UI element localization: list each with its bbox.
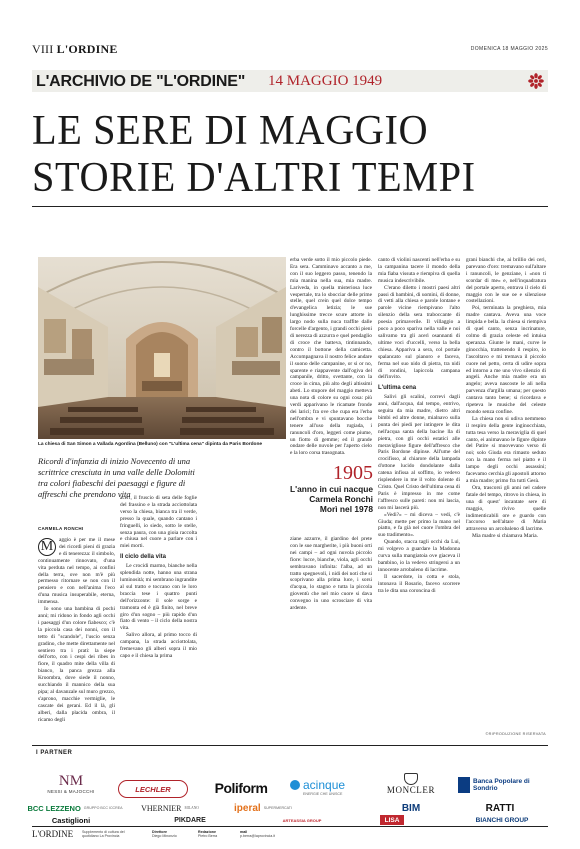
logo-text: iperal [234,802,261,814]
sidebar-year: 1905 [333,462,373,484]
logo-text: LECHLER [135,784,171,794]
sidebar-title: L'anno in cui nacque Carmela Ronchi Morì nel 1978 [290,484,373,514]
logo-text: PIKDARE [174,816,206,824]
logo-tagline: MILANO [184,806,199,810]
article-column-2 [120,495,197,729]
paragraph: erba verde sotto il mio piccolo piede. Era sera. Camminavo accanto a me, con il suo leggero passo, tenendo la mia manina nella sua, mia madre. Lariveda, in quella misteriosa luce vespertale, tra lo sbocciar delle prime stelle, quel crein quel dolce tempo d'evangelica letizia; le sue lunghissime trecce scure attorte in largo nodo sulla nuca traffite dalle forcelle d'argento, i grandi occhi pieni di nerezza di azzurra e quel pendaglio di croce che batteva, tintinnando, contro il bottone della camicetta. Accompagnava il nostro felice andare il suono delle campanine, or si or no, sparente e riappavente dall'ogiva del campanile, dritto, svettante, con la croce in cima, più alto degli altissimi abeti. Lo stupore del maggio metteva una nota di colore su ogni cosa: più verdi apparivano le ricamate fronde dei larici; fra ove che cupa era l'erba nell'ombra e vi spuntavano bocche tenere all'uso della rugiada, i ranuncoli d'oro, leggeri come piume, un fiotto di gemme; ed il grande ondare delle nuvole per l'aperto cielo e la loro corsa trasognata. [290,257,372,457]
footer-director [152,830,177,838]
byline: CARMELA RONCHI [38,526,84,531]
logo-tagline: SUPERMERCATI [263,806,292,810]
logo-bim [386,803,436,813]
partners-title: I PARTNER [36,750,73,756]
dropcap: M [38,538,56,556]
article-column-5 [466,257,546,729]
footer-redaction [198,830,217,838]
archive-date: 14 MAGGIO 1949 [268,73,383,89]
article-column-3 [290,257,372,457]
logo-text: MONCLER [386,785,436,795]
section-kicker: L'ARCHIVIO DE "L'ORDINE" [36,73,246,90]
photo-caption-text: La chiesa di San Simon a Vallada Agordina (Belluno) con "L'ultima cena" dipinta da Paris Bordone [38,442,263,447]
paragraph: Salivo allora, al primo tocco di campana, la strada acciottolata, fremevano gli alberi sopra il mio capo e il chiesa la prima [120,632,197,659]
paragraph: Io sono una bambina di pochi anni; mi ridono in fondo agli occhi i paesaggi d'un colore fiabesco; c'è la piccola casa dei nonni, con il tetto di "scandole", l'uscio senza gradino, che mette direttamente nel sentiero tra i prati: la siepe dell'orto, con i cespi dei ribes in fiore, il quadro mite della villa di bianco, la panca grezza alla Kroombra, dove siede il nonno, succhiando il mannico della sua pipa; al davanzale sul muro grezzo, s'aprono, macchie vermiglie, le cascate dei gerani. Ed il là, gli alberi, dalla placida ombra, il ricamo degli [38,606,115,723]
logo-text: RATTI [485,802,515,814]
logo-arteassia [272,815,332,825]
logo-lechler [118,780,188,798]
headline-line-1: LE SERE DI MAGGIO [32,108,429,154]
logo-lisa [380,815,404,825]
folio-brand: L'ORDINE [56,42,118,56]
footer-mail-label: mail [240,830,248,834]
acinque-mark [290,778,345,792]
rosette-icon [528,73,544,89]
headline-rule [32,206,548,207]
church-interior-image [38,257,286,439]
footer-supplement: Supplemento di cultura del quotidiano La Provincia [82,830,125,839]
logo-text: NESSI & MAJOCCHI [47,789,95,794]
paragraph: La chiesa non si udiva nemmeno il respiro della gente inginocchiata, tutta tesa verso la meraviglia di quel canto, ei animavano le figure dipinte del Patire si muovevano verso di noi; solo Giuda era rimasto seduto con la mano ferma nel piatto e il lampo degli occhi assassini; facevamo cerchia gli apostoli attorno a mia madre; primo fra tutti Gesù. [466,415,546,484]
logo-text: BIANCHI GROUP [475,816,529,824]
paragraph: Poi, terminata la preghiera, mia madre cantava. Aveva una voce limpida e bella. la chiesa si riempiva di quel canto, senza incrinature, colmo di grazia celeste ed intuisa speranza. Giunte le mani, curve le ginocchia, trattenendo il respiro, io l'ascoltavo e mi tremava il piccolo cuore nel petto, certa di udire sopra ed intorno a me uno vivo silenzio di angeli. Anche mia madre era un angelo; aveva nascoste le ali nella parvenza d'argilla umana; per questo cantava tanto bene; si ricordava e ripeteva le musiche del celeste mondo senza confine. [466,305,546,415]
footer-redaction-name: Pietro Berra [198,834,218,839]
section-band [32,70,548,92]
moncler-crest-icon [404,773,418,785]
logo-tagline: GRUPPO BCC ICCREA [83,806,123,810]
issue-date: DOMENICA 18 MAGGIO 2025 [470,46,548,52]
folio-page: VIII [32,42,54,56]
paragraph: ziane azzurre, il giardino del prete con le sue margherite, i più buoni orti nei campi – ad ogni nuvola piccolo fiore: lucce, bianche, viola, agli occhi sembravano infinita: l'alba, ad un tratto spegnevoli, i nidi dei noti che si scoprivano alla prima luce, i sorsi d'acqua, lo stagno e tutta la piccola gioventù che nel mio cuore si dava convegno in uno scrosciare di vita ardente. [290,536,372,612]
photo-caption [38,442,286,448]
logo-vhernier [130,803,210,813]
bank-icon [458,777,470,793]
logo-poliform [204,778,278,798]
paragraph: Ora, trascorsi gli anni nel cadere fatale del tempo, ritrovo in chiesa, in una di quest' incantate sere di maggio, rivivo quelle indimenticabili ore e guardo con l'accorso nell'altare di Maria attraverso un arcobaleno di lacrime. [466,484,546,533]
folio [32,42,118,57]
paragraph: Salivi gli scalini, correvi dagli anni, dall'acqua, dal tempo, entrivo, seguita da mia madre, dietro altri bimbi ed altre donne, mialnavo sulla punta dei piedi per intingere le dita nell'acqua santa della bacine lla di pietra, con gli occhi estatici alle meravigliose figure dell'affresco che Paris Bordone dipinse. All'ume del crocifisso, al chiarore della lampada d'ottone lucido dondolante dalla catena infissa al soffitto, io vedevo risplendere in me il volto dolente di Cristo. Quel Cristo dell'ultima cena di Paris è impresso in me come l'affresco sulle pareti: non mi lascia, non mi lascerà più. [378,394,460,511]
copyright-credit: ©RIPRODUZIONE RISERVATA [485,732,546,736]
article-column-3-lower [290,536,372,729]
church-photo [38,257,286,439]
headline [32,108,527,202]
logo-acinque [290,774,366,800]
logo-text: BCC LEZZENO [27,803,81,813]
footer-director-name: Diego Minonzio [152,834,177,839]
sidebar-box [290,463,373,514]
page-header [32,42,548,58]
logo-text: Poliform [214,780,268,796]
paragraph: Quando, stacca tagli occhi da Lui, mi volgevo a guardare la Madonna curva sulla mangiatoia ove giaceva il bambino, io la vedevo stringersi a un innocente arrobaleno di lacrime. [378,539,460,573]
logo-banca-popolare-sondrio [458,773,546,797]
footer-director-label: Direttore [152,830,167,834]
logo-text: acinque [303,778,346,792]
article-column-4 [378,257,460,729]
paragraph: Mia madre si chiamava Maria. [472,533,539,540]
logo-text: LISA [384,816,400,824]
paragraph: grani bianchi che, ai brillio dei ceri, parevano d'oro: tremavano sull'altare i ranuncoli, le genziane, i «non ti scordar di me» e, nell'inquadratura del portale aperto, entrava il cielo di maggio con le sue oe e silenziose costellazioni. [466,257,546,305]
logo-ratti [470,803,530,813]
logo-iperal [228,803,298,813]
logo-tagline: ENERGIE CHE UNISCE [303,792,343,796]
logo-text: VHERNIER [141,803,182,813]
paragraph: «Vedi?» – mi diceva – vedi, c'è Giuda; mette per primo la mano nel piatto, e fa già nel cuore l'ombra del suo tradimento». [378,511,460,539]
paragraph: aggio è per me il mese dei ricordi pieni di grazia e di tenerezza: il simbolo, continuamente rinnovato, d'una vita perduta nel tempo, ai confini della terra, ove non m'è più permesso ritornare se non con il pensiero e con nell'anima l'eco d'una musica insuperabile, eterna, immensa. [38,537,115,606]
paragraph: aceri, il fruscio di seta delle foglie del frassino e la strada acciottolata verso la chiesa, bianca tra il verde, presso la quale, quando cantano i fringuelli, io siedo, sotto le stelle, senza paura, con una gioia raccolta e chiusa nel cuore a parlare con i miei morti. [120,495,197,550]
logo-text: Castiglioni [51,815,91,825]
subheading: Il ciclo della vita [120,554,167,561]
paragraph: canto di violini nascenti nell'erba e su la campanina tacere il mondo della mia fiaba vissuta e riempiva di quella musica indescrivibile. [378,257,460,284]
footer-mail-address[interactable]: p.berra@laprovincia.it [240,834,276,839]
logo-text: BIM [401,802,421,814]
logo-castiglioni [36,815,106,825]
nm-monogram: NM [58,773,84,789]
partners-rule [32,745,548,746]
logo-text: Banca Popolare di Sondrio [473,777,530,792]
footer-redaction-label: Redazione [198,830,216,834]
logo-nessi-majocchi [36,768,106,800]
logo-pikdare [160,815,220,825]
logo-text: ARTEASSIA GROUP [282,817,322,823]
article-deck: Ricordi d'infanzia di inizio Novecento di una scrittrice cresciuta in una valle delle Dolomiti tra colori fiabeschi dei paesaggi e figure di affreschi che prendono vita [38,456,195,499]
paragraph: Le crocidi marmo, bianche nella splendida notte, hanno una strana luminosità; mi sembrano ingrandite al sul tratto e toccano con le loro braccia tese i quattro punti dell'orizzonte: il sole sorge e tramonta ed è già finito, nel breve giro d'un sogno – più rapido d'un fiato di vento – il ciclo della nostra vita. [120,563,197,632]
footer-mail [240,830,275,838]
subheading: L'ultima cena [378,385,417,392]
headline-line-2: STORIE D'ALTRI TEMPI [32,155,476,201]
logo-bcc-lezzeno [27,803,123,813]
logo-moncler [380,768,442,800]
page-footer [32,829,548,841]
footer-brand: L'ORDINE [32,829,74,839]
drop-icon [290,780,300,790]
article-column-1 [38,537,115,729]
footer-rule [32,826,548,827]
paragraph: C'erano diletto i mostri paesi altri passi di bambini, di uomini, di donne, di vetti alla chiesa e parole lontane e parole vicine riempivano l'alto silenzio della sera traboccante di poesia primaverile. Il villaggio a poco a poco spariva nella valle e noi salivamo tra gli acerì osannanti di ultime voci d'uccelli, verso la bella chiesa. Appariva a sera, col portale spalancato sul pianoro e faceva, ferma nel suo nido di pietra, tra nidi di rondini, lapiccola campana dell'invito. [378,284,460,381]
paragraph: Il sacerdote, in cotta e stola, intonava il Rosario, facevo scorrere tra le dita una coroncina di [378,573,460,594]
logo-bianchi-group [462,815,542,825]
